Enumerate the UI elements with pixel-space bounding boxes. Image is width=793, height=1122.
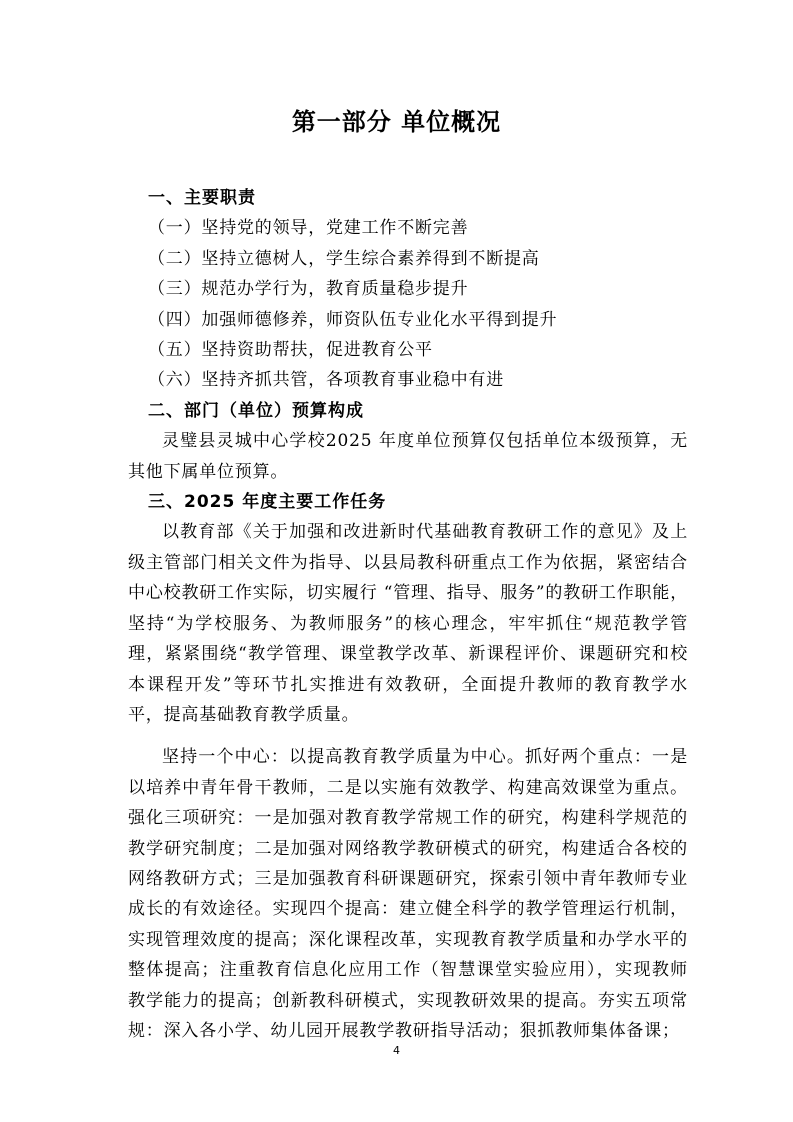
duty-item: （一）坚持党的领导，党建工作不断完善 <box>148 218 469 239</box>
tasks-paragraph: 坚持一个中心：以提高教育教学质量为中心。抓好两个重点：一是以培养中青年骨干教师，二是以实施有效教学、构建高效课堂为重点。强化三项研究：一是加强对教育教学常规工作的研究，构建科学规范的教学研究制度；二是加强对网络教学教研模式的研究，构建适合各校的网络教研方式；三是加强教育科研课题研究，探索引领中青年教师专业成长的有效途径。实现四个提高：建立健全科学的教学管理运行机制，实现管理效度的提高；深化课程改革，实现教育教学质量和办学水平的整体提高；注重教育信息化应用工作（智慧课堂实验应用），实现教师教学能力的提高；创新教科研模式，实现教研效果的提高。夯实五项常规：深入各小学、幼儿园开展教学教研指导活动；狠抓教师集体备课； <box>128 747 688 1041</box>
duty-item: （四）加强师德修养，师资队伍专业化水平得到提升 <box>148 309 558 330</box>
duty-item: （二）坚持立德树人，学生综合素养得到不断提高 <box>148 248 540 269</box>
tasks-paragraph: 以教育部《关于加强和改进新时代基础教育教研工作的意见》及上级主管部门相关文件为指导、以县局教科研重点工作为依据，紧密结合中心校教研工作实际，切实履行 “管理、指导、服务”的教研工作职能，坚持“为学校服务、为教师服务”的核心理念，牢牢抓住“规范教学管理，紧紧围绕“教学管理、课堂教学改革、新课程评价、课题研究和校本课程开发”等环节扎实推进有效教研，全面提升教师的教育教学水平，提高基础教育教学质量。 <box>128 522 688 725</box>
duty-item: （三）规范办学行为，教育质量稳步提升 <box>148 279 469 300</box>
document-body <box>128 183 688 1046</box>
duty-item: （五）坚持资助帮扶，促进教育公平 <box>148 340 433 361</box>
budget-paragraph: 灵璧县灵城中心学校2025 年度单位预算仅包括单位本级预算，无其他下属单位预算。 <box>128 431 688 482</box>
page-title: 第一部分 单位概况 <box>291 108 502 136</box>
section-heading-tasks: 三、2025 年度主要工作任务 <box>148 492 387 513</box>
page-number: 4 <box>393 1044 400 1057</box>
section-heading-duties: 一、主要职责 <box>148 188 256 208</box>
section-heading-budget: 二、部门（单位）预算构成 <box>148 400 364 421</box>
duty-item: （六）坚持齐抓共管，各项教育事业稳中有进 <box>148 370 504 391</box>
